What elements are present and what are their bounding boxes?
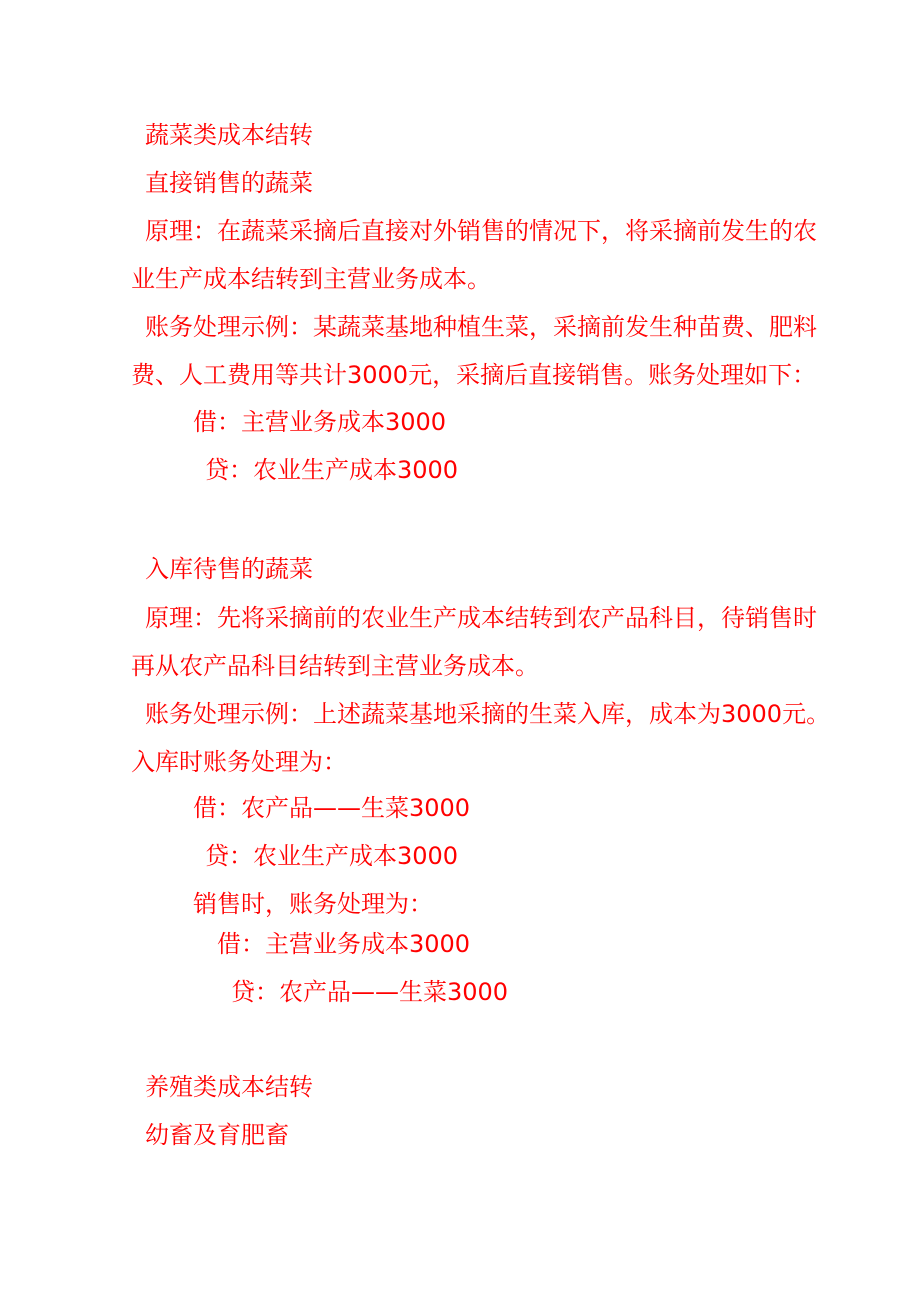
subsection-direct-sale: 直接销售的蔬菜 bbox=[145, 169, 313, 197]
section-title-livestock-cost: 养殖类成本结转 bbox=[145, 1073, 313, 1101]
sale-intro-text: 销售时，账务处理为： bbox=[193, 890, 433, 918]
example-text-line1: 账务处理示例：某蔬菜基地种植生菜，采摘前发生种苗费、肥料 bbox=[145, 313, 817, 341]
principle-text-line1: 原理：先将采摘前的农业生产成本结转到农产品科目，待销售时 bbox=[145, 604, 817, 632]
section-title-vegetable-cost: 蔬菜类成本结转 bbox=[145, 121, 313, 149]
example-text-line2: 费、人工费用等共计3000元，采摘后直接销售。账务处理如下： bbox=[131, 361, 817, 389]
example-text-line2: 入库时账务处理为： bbox=[131, 748, 347, 776]
example-text-line1: 账务处理示例：上述蔬菜基地采摘的生菜入库，成本为3000元。 bbox=[145, 700, 831, 728]
journal-debit-sale: 借：主营业务成本3000 bbox=[217, 930, 471, 958]
journal-credit-stock-in: 贷：农业生产成本3000 bbox=[205, 842, 459, 870]
journal-credit-sale: 贷：农产品——生菜3000 bbox=[231, 978, 509, 1006]
principle-text-line2: 再从农产品科目结转到主营业务成本。 bbox=[131, 652, 539, 680]
principle-text-line1: 原理：在蔬菜采摘后直接对外销售的情况下，将采摘前发生的农 bbox=[145, 217, 817, 245]
subsection-young-livestock: 幼畜及育肥畜 bbox=[145, 1121, 289, 1149]
subsection-stock-sale: 入库待售的蔬菜 bbox=[145, 555, 313, 583]
journal-debit-stock-in: 借：农产品——生菜3000 bbox=[193, 794, 471, 822]
journal-debit: 借：主营业务成本3000 bbox=[193, 408, 447, 436]
principle-text-line2: 业生产成本结转到主营业务成本。 bbox=[131, 265, 491, 293]
journal-credit: 贷：农业生产成本3000 bbox=[205, 456, 459, 484]
